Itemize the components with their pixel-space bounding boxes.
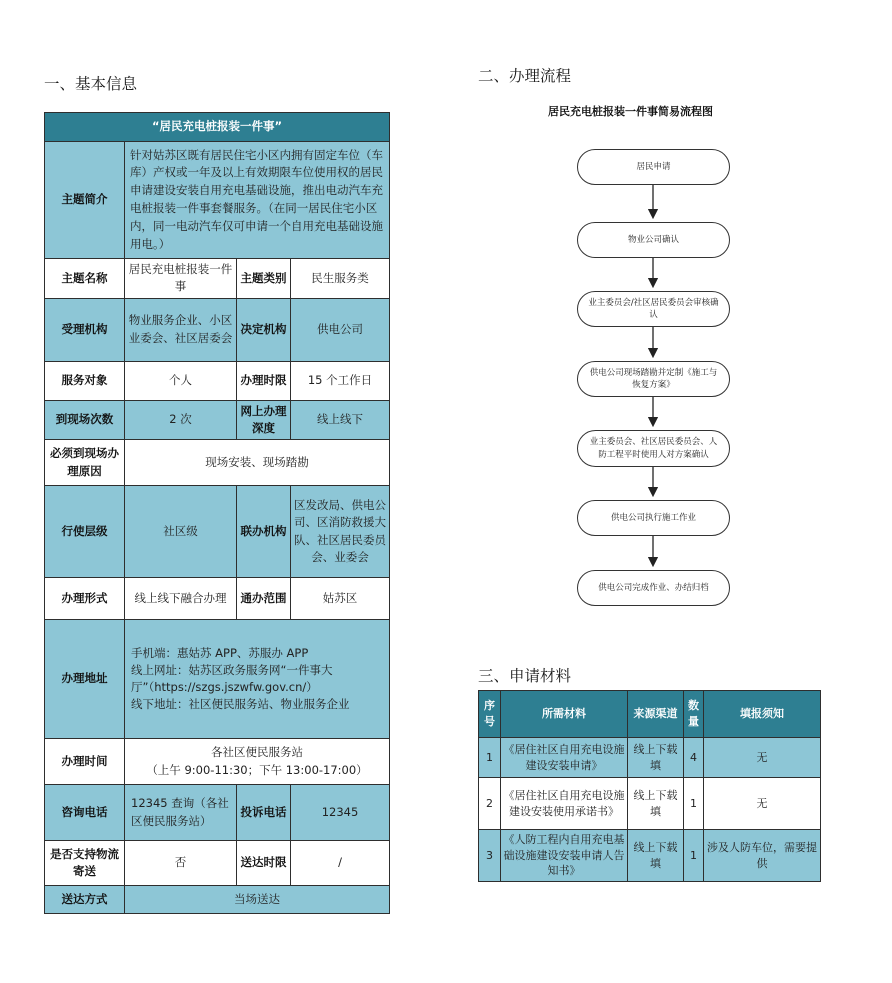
joint-label: 联办机构 (237, 486, 291, 578)
table-row (479, 738, 821, 778)
flow-step-6: 供电公司执行施工作业 (577, 500, 730, 536)
onsite-reason-label: 必须到现场办理原因 (45, 440, 125, 486)
depth-value: 线上线下 (291, 400, 390, 440)
section-title-process: 二、办理流程 (478, 67, 572, 85)
phone-value: 12345 查询（各社区便民服务站） (125, 785, 237, 841)
acceptor-value: 物业服务企业、小区业委会、社区居委会 (125, 298, 237, 361)
table-row (479, 830, 821, 882)
address-value (125, 620, 390, 739)
material-note: 涉及人防车位，需要提供 (704, 830, 821, 882)
intro-text: 针对姑苏区既有居民住宅小区内拥有固定车位（车库）产权或一年及以上有效期限车位使用权的居民申请建设安装自用充电基础设施，推出电动汽车充电桩报装一件事套餐服务。（在同一居民住宅小区内，同一电动汽车仅可申请一个自用充电基础设施用电。） (125, 142, 390, 259)
form-label: 办理形式 (45, 578, 125, 620)
target-value: 个人 (125, 361, 237, 400)
target-label: 服务对象 (45, 361, 125, 400)
category-label: 主题类别 (237, 259, 291, 299)
scope-value: 姑苏区 (291, 578, 390, 620)
level-value: 社区级 (125, 486, 237, 578)
flow-step-1: 居民申请 (577, 149, 730, 185)
flow-step-7: 供电公司完成作业、办结归档 (577, 570, 730, 606)
materials-header-source: 来源渠道 (628, 691, 684, 738)
flowchart-title: 居民充电桩报装一件事简易流程图 (548, 105, 713, 118)
mail-label: 是否支持物流寄送 (45, 841, 125, 886)
delivery-method-label: 送达方式 (45, 886, 125, 914)
table-row (479, 778, 821, 830)
hours-line-1: 各社区便民服务站 (211, 745, 303, 760)
material-note: 无 (704, 738, 821, 778)
delivery-deadline-label: 送达时限 (237, 841, 291, 886)
material-no: 1 (479, 738, 501, 778)
section-title-basic-info: 一、基本信息 (44, 75, 138, 93)
basic-info-table (44, 112, 390, 914)
materials-header-note: 填报须知 (704, 691, 821, 738)
delivery-deadline-value: / (291, 841, 390, 886)
material-qty: 1 (684, 830, 704, 882)
scope-label: 通办范围 (237, 578, 291, 620)
deadline-value: 15 个工作日 (291, 361, 390, 400)
material-source: 线上下载填 (628, 830, 684, 882)
address-line-offline: 线下地址：社区便民服务站、物业服务企业 (131, 697, 350, 712)
intro-label: 主题简介 (45, 142, 125, 259)
material-source: 线上下载填 (628, 738, 684, 778)
flow-step-2: 物业公司确认 (577, 222, 730, 258)
materials-header-row (479, 691, 821, 738)
material-name: 《居住社区自用充电设施建设安装使用承诺书》 (501, 778, 628, 830)
material-qty: 4 (684, 738, 704, 778)
material-note: 无 (704, 778, 821, 830)
material-qty: 1 (684, 778, 704, 830)
flow-step-3: 业主委员会/社区居民委员会审核确认 (577, 291, 730, 327)
material-no: 2 (479, 778, 501, 830)
decider-value: 供电公司 (291, 298, 390, 361)
complaint-label: 投诉电话 (237, 785, 291, 841)
form-value: 线上线下融合办理 (125, 578, 237, 620)
delivery-method-value: 当场送达 (125, 886, 390, 914)
joint-value: 区发改局、供电公司、区消防救援大队、社区居民委员会、业委会 (291, 486, 390, 578)
material-no: 3 (479, 830, 501, 882)
onsite-reason-value: 现场安装、现场踏勘 (125, 440, 390, 486)
name-label: 主题名称 (45, 259, 125, 299)
hours-value (125, 739, 390, 785)
deadline-label: 办理时限 (237, 361, 291, 400)
address-label: 办理地址 (45, 620, 125, 739)
name-value: 居民充电桩报装一件事 (125, 259, 237, 299)
visits-label: 到现场次数 (45, 400, 125, 440)
category-value: 民生服务类 (291, 259, 390, 299)
materials-table (478, 690, 821, 882)
materials-header-name: 所需材料 (501, 691, 628, 738)
section-title-materials: 三、申请材料 (478, 667, 572, 685)
level-label: 行使层级 (45, 486, 125, 578)
material-name: 《居住社区自用充电设施建设安装申请》 (501, 738, 628, 778)
acceptor-label: 受理机构 (45, 298, 125, 361)
depth-label: 网上办理深度 (237, 400, 291, 440)
info-table-header: “居民充电桩报装一件事” (45, 113, 390, 142)
materials-header-qty: 数量 (684, 691, 704, 738)
address-line-web: 线上网址：姑苏区政务服务网“一件事大厅”（https://szgs.jszwfw.gov.cn/） (131, 662, 333, 694)
address-line-app: 手机端：惠姑苏 APP、苏服办 APP (131, 645, 309, 660)
complaint-value: 12345 (291, 785, 390, 841)
materials-header-no: 序号 (479, 691, 501, 738)
visits-value: 2 次 (125, 400, 237, 440)
flow-step-5: 业主委员会、社区居民委员会、人防工程平时使用人对方案确认 (577, 430, 730, 467)
decider-label: 决定机构 (237, 298, 291, 361)
material-name: 《人防工程内自用充电基础设施建设安装申请人告知书》 (501, 830, 628, 882)
hours-line-2: （上午 9:00-11:30；下午 13:00-17:00） (146, 762, 368, 777)
mail-value: 否 (125, 841, 237, 886)
flow-step-4: 供电公司现场踏勘并定制《施工与恢复方案》 (577, 361, 730, 397)
phone-label: 咨询电话 (45, 785, 125, 841)
hours-label: 办理时间 (45, 739, 125, 785)
material-source: 线上下载填 (628, 778, 684, 830)
